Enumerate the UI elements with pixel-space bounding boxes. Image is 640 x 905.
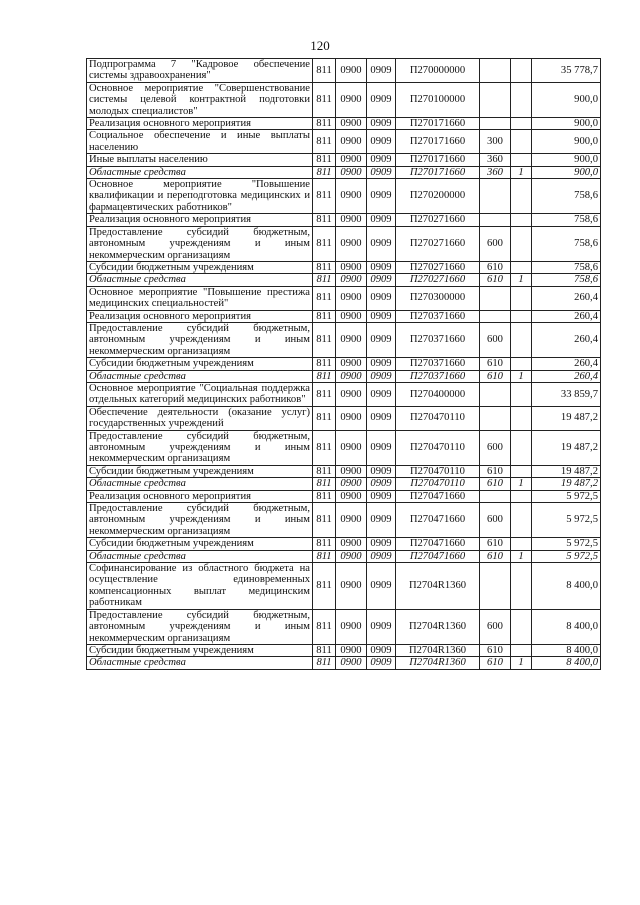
expense-name: Субсидии бюджетным учреждениям [87, 538, 313, 550]
section-code: 0900 [336, 322, 367, 357]
funding-source-code [511, 382, 532, 406]
funding-source-code [511, 214, 532, 226]
table-row [87, 563, 601, 610]
expense-name: Предоставление субсидий бюджетным, автономным учреждениям и иным некоммерческим организациям [87, 503, 313, 538]
subsection-code: 0909 [367, 503, 396, 538]
funding-source-code [511, 310, 532, 322]
amount: 758,6 [532, 214, 601, 226]
target-article-code: П2704R1360 [396, 563, 480, 610]
amount: 758,6 [532, 261, 601, 273]
expense-type-code: 610 [480, 550, 511, 562]
expense-type-code: 610 [480, 370, 511, 382]
table-row [87, 274, 601, 286]
amount: 33 859,7 [532, 382, 601, 406]
funding-source-code [511, 490, 532, 502]
expense-name: Иные выплаты населению [87, 154, 313, 166]
target-article-code: П270470110 [396, 465, 480, 477]
subsection-code: 0909 [367, 322, 396, 357]
subsection-code: 0909 [367, 370, 396, 382]
table-row [87, 430, 601, 465]
section-code: 0900 [336, 118, 367, 130]
table-row [87, 130, 601, 154]
expense-name: Реализация основного мероприятия [87, 214, 313, 226]
target-article-code: П270471660 [396, 503, 480, 538]
funding-source-code [511, 503, 532, 538]
section-code: 0900 [336, 130, 367, 154]
target-article-code: П270000000 [396, 59, 480, 83]
department-code: 811 [313, 644, 336, 656]
expense-name: Субсидии бюджетным учреждениям [87, 465, 313, 477]
department-code: 811 [313, 214, 336, 226]
funding-source-code [511, 609, 532, 644]
expense-name: Основное мероприятие "Совершенствование системы целевой контрактной подготовки молодых специалистов" [87, 82, 313, 117]
section-code: 0900 [336, 310, 367, 322]
target-article-code: П270371660 [396, 310, 480, 322]
section-code: 0900 [336, 274, 367, 286]
subsection-code: 0909 [367, 406, 396, 430]
table-row [87, 59, 601, 83]
table-row [87, 538, 601, 550]
department-code: 811 [313, 154, 336, 166]
subsection-code: 0909 [367, 358, 396, 370]
department-code: 811 [313, 226, 336, 261]
amount: 8 400,0 [532, 609, 601, 644]
expense-type-code [480, 214, 511, 226]
expense-name: Обеспечение деятельности (оказание услуг) государственных учреждений [87, 406, 313, 430]
expense-name: Областные средства [87, 550, 313, 562]
expense-type-code: 610 [480, 261, 511, 273]
table-row [87, 118, 601, 130]
expense-type-code [480, 406, 511, 430]
expense-name: Предоставление субсидий бюджетным, автономным учреждениям и иным некоммерческим организациям [87, 609, 313, 644]
section-code: 0900 [336, 261, 367, 273]
section-code: 0900 [336, 644, 367, 656]
section-code: 0900 [336, 370, 367, 382]
section-code: 0900 [336, 478, 367, 490]
expense-type-code: 600 [480, 609, 511, 644]
section-code: 0900 [336, 286, 367, 310]
subsection-code: 0909 [367, 274, 396, 286]
amount: 758,6 [532, 226, 601, 261]
expense-type-code: 610 [480, 538, 511, 550]
target-article-code: П270271660 [396, 214, 480, 226]
table-row [87, 657, 601, 669]
expense-name: Областные средства [87, 166, 313, 178]
funding-source-code [511, 179, 532, 214]
expense-type-code: 600 [480, 503, 511, 538]
amount: 260,4 [532, 322, 601, 357]
department-code: 811 [313, 274, 336, 286]
expense-name: Социальное обеспечение и иные выплаты населению [87, 130, 313, 154]
expense-type-code: 610 [480, 274, 511, 286]
subsection-code: 0909 [367, 490, 396, 502]
table-row [87, 214, 601, 226]
expense-type-code [480, 310, 511, 322]
expense-type-code: 300 [480, 130, 511, 154]
expense-name: Софинансирование из областного бюджета на осуществление единовременных компенсационных выплат медицинским работникам [87, 563, 313, 610]
section-code: 0900 [336, 166, 367, 178]
expense-type-code [480, 118, 511, 130]
section-code: 0900 [336, 503, 367, 538]
table-row [87, 465, 601, 477]
funding-source-code [511, 406, 532, 430]
table-row [87, 310, 601, 322]
section-code: 0900 [336, 82, 367, 117]
amount: 5 972,5 [532, 503, 601, 538]
funding-source-code [511, 130, 532, 154]
section-code: 0900 [336, 358, 367, 370]
subsection-code: 0909 [367, 118, 396, 130]
target-article-code: П270400000 [396, 382, 480, 406]
amount: 900,0 [532, 130, 601, 154]
department-code: 811 [313, 261, 336, 273]
department-code: 811 [313, 322, 336, 357]
amount: 5 972,5 [532, 490, 601, 502]
subsection-code: 0909 [367, 465, 396, 477]
department-code: 811 [313, 286, 336, 310]
amount: 19 487,2 [532, 406, 601, 430]
target-article-code: П270300000 [396, 286, 480, 310]
department-code: 811 [313, 358, 336, 370]
funding-source-code: 1 [511, 478, 532, 490]
expense-type-code: 610 [480, 478, 511, 490]
expense-type-code: 360 [480, 154, 511, 166]
table-row [87, 82, 601, 117]
section-code: 0900 [336, 214, 367, 226]
table-row [87, 478, 601, 490]
funding-source-code [511, 286, 532, 310]
funding-source-code [511, 82, 532, 117]
department-code: 811 [313, 118, 336, 130]
subsection-code: 0909 [367, 166, 396, 178]
target-article-code: П270470110 [396, 406, 480, 430]
amount: 8 400,0 [532, 644, 601, 656]
funding-source-code [511, 465, 532, 477]
funding-source-code [511, 226, 532, 261]
expense-name: Реализация основного мероприятия [87, 118, 313, 130]
target-article-code: П270171660 [396, 166, 480, 178]
table-row [87, 406, 601, 430]
amount: 8 400,0 [532, 657, 601, 669]
section-code: 0900 [336, 609, 367, 644]
subsection-code: 0909 [367, 261, 396, 273]
expense-type-code: 600 [480, 430, 511, 465]
expense-type-code: 600 [480, 322, 511, 357]
subsection-code: 0909 [367, 550, 396, 562]
target-article-code: П270371660 [396, 358, 480, 370]
expense-type-code: 610 [480, 358, 511, 370]
target-article-code: П270470110 [396, 478, 480, 490]
funding-source-code [511, 430, 532, 465]
department-code: 811 [313, 478, 336, 490]
target-article-code: П270171660 [396, 130, 480, 154]
target-article-code: П270271660 [396, 261, 480, 273]
amount: 758,6 [532, 274, 601, 286]
budget-table [86, 58, 601, 670]
expense-type-code [480, 563, 511, 610]
department-code: 811 [313, 310, 336, 322]
department-code: 811 [313, 166, 336, 178]
expense-type-code: 610 [480, 644, 511, 656]
expense-name: Предоставление субсидий бюджетным, автономным учреждениям и иным некоммерческим организациям [87, 430, 313, 465]
amount: 900,0 [532, 82, 601, 117]
expense-name: Основное мероприятие "Повышение квалификации и переподготовка медицинских и фармацевтических работников" [87, 179, 313, 214]
expense-type-code: 610 [480, 657, 511, 669]
amount: 900,0 [532, 166, 601, 178]
amount: 19 487,2 [532, 430, 601, 465]
department-code: 811 [313, 59, 336, 83]
page-number: 120 [310, 38, 330, 53]
target-article-code: П270271660 [396, 274, 480, 286]
subsection-code: 0909 [367, 538, 396, 550]
department-code: 811 [313, 657, 336, 669]
section-code: 0900 [336, 430, 367, 465]
subsection-code: 0909 [367, 609, 396, 644]
table-row [87, 382, 601, 406]
department-code: 811 [313, 563, 336, 610]
target-article-code: П270200000 [396, 179, 480, 214]
subsection-code: 0909 [367, 179, 396, 214]
target-article-code: П270471660 [396, 490, 480, 502]
amount: 260,4 [532, 370, 601, 382]
table-row [87, 550, 601, 562]
funding-source-code [511, 154, 532, 166]
department-code: 811 [313, 179, 336, 214]
table-row [87, 358, 601, 370]
amount: 19 487,2 [532, 478, 601, 490]
expense-name: Основное мероприятие "Повышение престижа медицинских специальностей" [87, 286, 313, 310]
amount: 758,6 [532, 179, 601, 214]
table-row [87, 370, 601, 382]
funding-source-code [511, 118, 532, 130]
target-article-code: П270100000 [396, 82, 480, 117]
table-row [87, 226, 601, 261]
section-code: 0900 [336, 226, 367, 261]
expense-name: Подпрограмма 7 "Кадровое обеспечение системы здравоохранения" [87, 59, 313, 83]
expense-type-code: 360 [480, 166, 511, 178]
department-code: 811 [313, 406, 336, 430]
subsection-code: 0909 [367, 644, 396, 656]
target-article-code: П270470110 [396, 430, 480, 465]
subsection-code: 0909 [367, 226, 396, 261]
target-article-code: П270371660 [396, 322, 480, 357]
department-code: 811 [313, 382, 336, 406]
department-code: 811 [313, 609, 336, 644]
expense-name: Областные средства [87, 657, 313, 669]
amount: 260,4 [532, 310, 601, 322]
expense-name: Областные средства [87, 370, 313, 382]
subsection-code: 0909 [367, 82, 396, 117]
target-article-code: П270171660 [396, 118, 480, 130]
section-code: 0900 [336, 59, 367, 83]
table-row [87, 609, 601, 644]
subsection-code: 0909 [367, 310, 396, 322]
expense-name: Областные средства [87, 478, 313, 490]
funding-source-code [511, 358, 532, 370]
section-code: 0900 [336, 490, 367, 502]
section-code: 0900 [336, 154, 367, 166]
subsection-code: 0909 [367, 563, 396, 610]
table-row [87, 179, 601, 214]
target-article-code: П2704R1360 [396, 609, 480, 644]
expense-name: Областные средства [87, 274, 313, 286]
expense-type-code [480, 382, 511, 406]
amount: 900,0 [532, 118, 601, 130]
funding-source-code: 1 [511, 166, 532, 178]
subsection-code: 0909 [367, 154, 396, 166]
target-article-code: П270371660 [396, 370, 480, 382]
expense-name: Субсидии бюджетным учреждениям [87, 358, 313, 370]
table-row [87, 166, 601, 178]
subsection-code: 0909 [367, 430, 396, 465]
section-code: 0900 [336, 179, 367, 214]
department-code: 811 [313, 130, 336, 154]
section-code: 0900 [336, 406, 367, 430]
department-code: 811 [313, 490, 336, 502]
subsection-code: 0909 [367, 478, 396, 490]
department-code: 811 [313, 550, 336, 562]
expense-type-code [480, 490, 511, 502]
amount: 19 487,2 [532, 465, 601, 477]
amount: 5 972,5 [532, 538, 601, 550]
section-code: 0900 [336, 382, 367, 406]
funding-source-code [511, 563, 532, 610]
expense-name: Предоставление субсидий бюджетным, автономным учреждениям и иным некоммерческим организациям [87, 322, 313, 357]
amount: 8 400,0 [532, 563, 601, 610]
amount: 5 972,5 [532, 550, 601, 562]
expense-name: Реализация основного мероприятия [87, 490, 313, 502]
target-article-code: П270471660 [396, 538, 480, 550]
subsection-code: 0909 [367, 130, 396, 154]
table-row [87, 490, 601, 502]
department-code: 811 [313, 82, 336, 117]
subsection-code: 0909 [367, 214, 396, 226]
subsection-code: 0909 [367, 657, 396, 669]
subsection-code: 0909 [367, 59, 396, 83]
table-row [87, 503, 601, 538]
expense-type-code [480, 82, 511, 117]
target-article-code: П2704R1360 [396, 644, 480, 656]
department-code: 811 [313, 503, 336, 538]
expense-type-code [480, 59, 511, 83]
section-code: 0900 [336, 538, 367, 550]
department-code: 811 [313, 430, 336, 465]
section-code: 0900 [336, 657, 367, 669]
section-code: 0900 [336, 465, 367, 477]
subsection-code: 0909 [367, 286, 396, 310]
amount: 900,0 [532, 154, 601, 166]
expense-name: Предоставление субсидий бюджетным, автономным учреждениям и иным некоммерческим организациям [87, 226, 313, 261]
expense-type-code: 610 [480, 465, 511, 477]
table-row [87, 261, 601, 273]
funding-source-code: 1 [511, 274, 532, 286]
amount: 260,4 [532, 286, 601, 310]
funding-source-code [511, 644, 532, 656]
expense-type-code: 600 [480, 226, 511, 261]
expense-name: Субсидии бюджетным учреждениям [87, 644, 313, 656]
section-code: 0900 [336, 550, 367, 562]
table-row [87, 154, 601, 166]
table-row [87, 644, 601, 656]
funding-source-code [511, 538, 532, 550]
funding-source-code [511, 261, 532, 273]
department-code: 811 [313, 370, 336, 382]
expense-name: Субсидии бюджетным учреждениям [87, 261, 313, 273]
target-article-code: П270271660 [396, 226, 480, 261]
funding-source-code [511, 322, 532, 357]
expense-name: Основное мероприятие "Социальная поддержка отдельных категорий медицинских работников" [87, 382, 313, 406]
expense-type-code [480, 286, 511, 310]
target-article-code: П270471660 [396, 550, 480, 562]
funding-source-code: 1 [511, 657, 532, 669]
expense-type-code [480, 179, 511, 214]
department-code: 811 [313, 538, 336, 550]
section-code: 0900 [336, 563, 367, 610]
funding-source-code: 1 [511, 550, 532, 562]
amount: 35 778,7 [532, 59, 601, 83]
target-article-code: П2704R1360 [396, 657, 480, 669]
funding-source-code [511, 59, 532, 83]
expense-name: Реализация основного мероприятия [87, 310, 313, 322]
target-article-code: П270171660 [396, 154, 480, 166]
funding-source-code: 1 [511, 370, 532, 382]
table-row [87, 286, 601, 310]
amount: 260,4 [532, 358, 601, 370]
department-code: 811 [313, 465, 336, 477]
subsection-code: 0909 [367, 382, 396, 406]
table-row [87, 322, 601, 357]
